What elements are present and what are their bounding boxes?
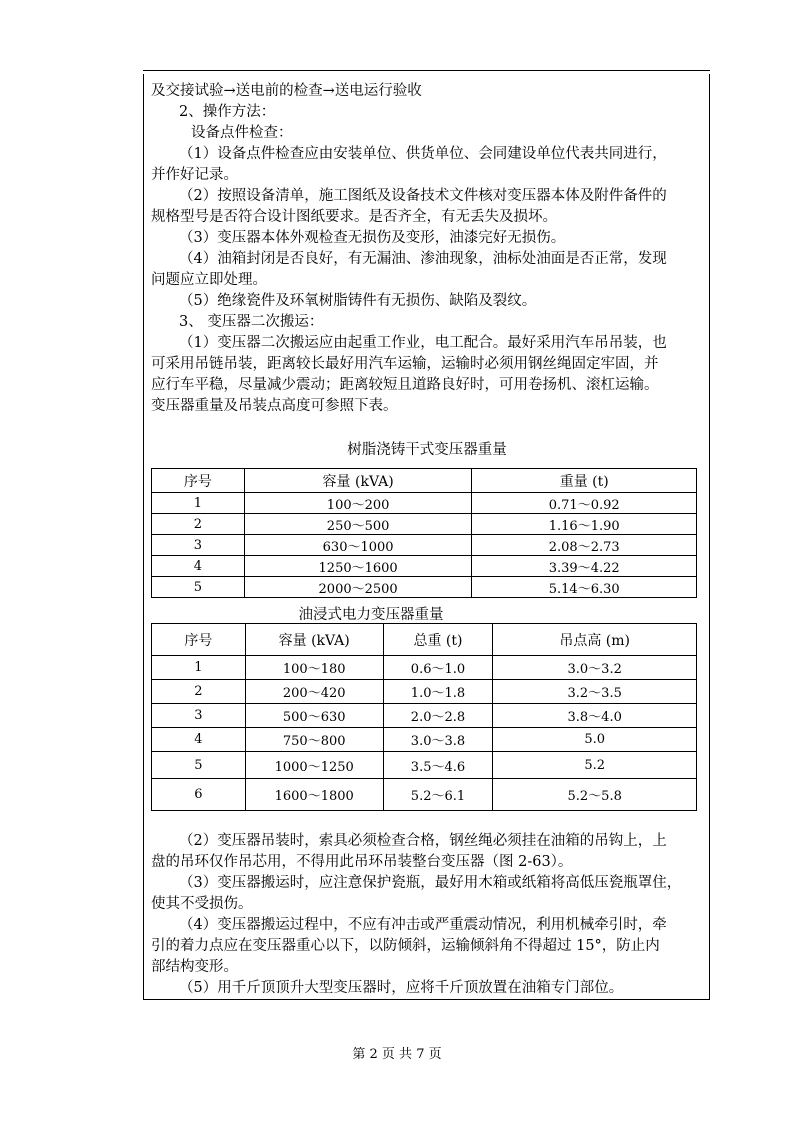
table-cell: 3.0～3.2 — [493, 656, 697, 680]
table-row — [152, 493, 697, 514]
table-cell: 5.14～6.30 — [472, 577, 697, 598]
column-header: 序号 — [152, 624, 246, 656]
text-line: 使其不受损伤。 — [151, 896, 253, 912]
body-text-top — [151, 80, 703, 416]
table1-caption: 树脂浇铸干式变压器重量 — [347, 442, 507, 458]
text-line: （3）变压器搬运时，应注意保护瓷瓶，最好用木箱或纸箱将高低压瓷瓶罩住， — [179, 875, 682, 891]
table-cell: 200～420 — [245, 680, 383, 704]
text-line: （1）设备点件检查应由安装单位、供货单位、会同建设单位代表共同进行， — [179, 146, 667, 162]
table-cell: 3.8～4.0 — [493, 704, 697, 728]
table-cell: 3 — [152, 535, 245, 556]
text-line: 引的着力点应在变压器重心以下，以防倾斜，运输倾斜角不得超过 15°，防止内 — [151, 938, 660, 954]
text-line: （4）变压器搬运过程中，不应有冲击或严重震动情况，利用机械牵引时，牵 — [179, 917, 667, 933]
table-cell: 5.2～5.8 — [493, 779, 697, 811]
table-cell: 3 — [152, 704, 246, 728]
table-row — [152, 535, 697, 556]
table-cell: 1250～1600 — [244, 556, 472, 577]
table-cell: 3.5～4.6 — [383, 752, 493, 779]
text-line: （5）绝缘瓷件及环氧树脂铸件有无损伤、缺陷及裂纹。 — [179, 293, 537, 309]
table-cell: 1.16～1.90 — [472, 514, 697, 535]
table-cell: 3.39～4.22 — [472, 556, 697, 577]
table-row — [152, 577, 697, 598]
table-cell: 3.0～3.8 — [383, 728, 493, 752]
table-cell: 500～630 — [245, 704, 383, 728]
table-cell: 2000～2500 — [244, 577, 472, 598]
text-line: （3）变压器本体外观检查无损伤及变形，油漆完好无损伤。 — [179, 230, 566, 246]
table-cell: 6 — [152, 779, 246, 811]
table-row — [152, 514, 697, 535]
text-line: 问题应立即处理。 — [151, 272, 267, 288]
table-row — [152, 728, 697, 752]
text-line: （4）油箱封闭是否良好，有无漏油、渗油现象，油标处油面是否正常，发现 — [179, 251, 667, 267]
table-cell: 1000～1250 — [245, 752, 383, 779]
text-line: （1）变压器二次搬运应由起重工作业，电工配合。最好采用汽车吊吊装，也 — [179, 335, 667, 351]
table-row — [152, 656, 697, 680]
text-line: 变压器重量及吊装点高度可参照下表。 — [151, 398, 398, 414]
column-header: 吊点高 (m) — [493, 624, 697, 656]
table-cell: 1.0～1.8 — [383, 680, 493, 704]
table-row — [152, 779, 697, 811]
table-cell: 100～180 — [245, 656, 383, 680]
table-cell: 1 — [152, 493, 245, 514]
table-cell: 3.2～3.5 — [493, 680, 697, 704]
text-line: 规格型号是否符合设计图纸要求。是否齐全，有无丢失及损坏。 — [151, 209, 557, 225]
text-line: 3、 变压器二次搬运： — [179, 314, 324, 330]
text-line: 并作好记录。 — [151, 167, 238, 183]
table-cell: 5 — [152, 577, 245, 598]
table-row — [152, 704, 697, 728]
table-cell: 4 — [152, 556, 245, 577]
table-cell: 2 — [152, 514, 245, 535]
table-cell: 5.0 — [493, 728, 697, 752]
table-cell: 2.0～2.8 — [383, 704, 493, 728]
text-line: 及交接试验→送电前的检查→送电运行验收 — [151, 83, 422, 99]
column-header: 序号 — [152, 469, 245, 493]
text-line: 部结构变形。 — [151, 959, 238, 975]
table-cell: 0.71～0.92 — [472, 493, 697, 514]
table2-caption: 油浸式电力变压器重量 — [298, 607, 444, 623]
table-cell: 100～200 — [244, 493, 472, 514]
table-cell: 1600～1800 — [245, 779, 383, 811]
text-line: （2）按照设备清单，施工图纸及设备技术文件核对变压器本体及附件备件的 — [179, 188, 667, 204]
table-cell: 0.6～1.0 — [383, 656, 493, 680]
oil-transformer-weight-table — [151, 623, 697, 811]
table-row — [152, 752, 697, 779]
dry-transformer-weight-table — [151, 468, 697, 598]
column-header: 容量 (kVA) — [244, 469, 472, 493]
table-cell: 630～1000 — [244, 535, 472, 556]
table-cell: 5 — [152, 752, 246, 779]
table-cell: 2 — [152, 680, 246, 704]
column-header: 重量 (t) — [472, 469, 697, 493]
text-line: 设备点件检查： — [191, 125, 293, 141]
table-row — [152, 556, 697, 577]
text-line: 可采用吊链吊装，距离较长最好用汽车运输，运输时必须用钢丝绳固定牢固，并 — [151, 356, 659, 372]
table-cell: 5.2 — [493, 752, 697, 779]
table-cell: 5.2～6.1 — [383, 779, 493, 811]
text-line: 应行车平稳，尽量减少震动；距离较短且道路良好时，可用卷扬机、滚杠运输。 — [151, 377, 659, 393]
body-text-bottom — [151, 830, 703, 998]
column-header: 容量 (kVA) — [245, 624, 383, 656]
text-line: （2）变压器吊装时，索具必须检查合格，钢丝绳必须挂在油箱的吊钩上，上 — [179, 833, 667, 849]
table-cell: 750～800 — [245, 728, 383, 752]
table-cell: 2.08～2.73 — [472, 535, 697, 556]
page-footer: 第 2 页 共 7 页 — [352, 1047, 442, 1062]
text-line: （5）用千斤顶顶升大型变压器时，应将千斤顶放置在油箱专门部位。 — [179, 980, 624, 996]
text-line: 盘的吊环仅作吊芯用，不得用此吊环吊装整台变压器（图 2-63）。 — [151, 854, 573, 870]
text-line: 2、操作方法： — [179, 104, 276, 120]
table-cell: 250～500 — [244, 514, 472, 535]
table-row — [152, 680, 697, 704]
column-header: 总重 (t) — [383, 624, 493, 656]
frame-top-border — [143, 70, 710, 71]
table-cell: 1 — [152, 656, 246, 680]
table-cell: 4 — [152, 728, 246, 752]
